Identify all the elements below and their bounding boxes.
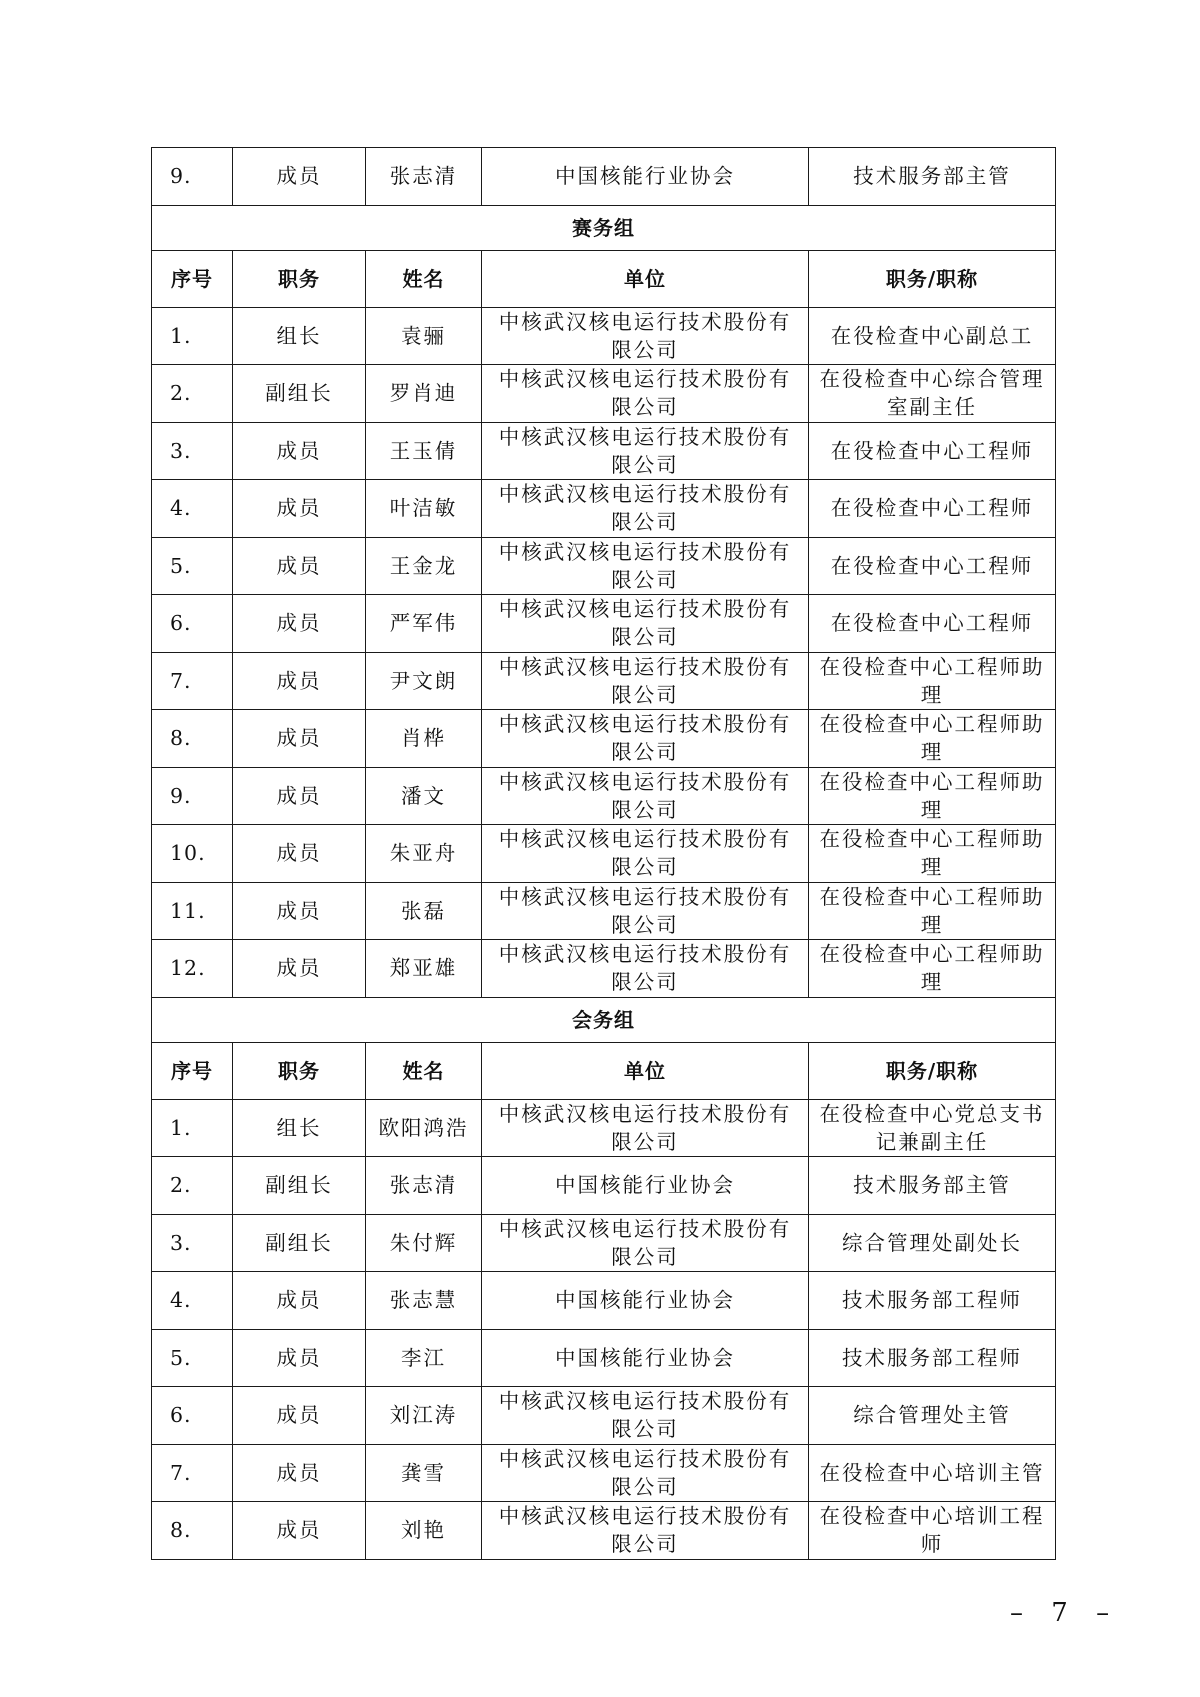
cell-title: 在役检查中心培训主管	[809, 1444, 1056, 1502]
column-header-row	[152, 1042, 1056, 1099]
column-header-no: 序号	[152, 1042, 233, 1099]
cell-role: 副组长	[233, 365, 366, 423]
cell-role: 组长	[233, 307, 366, 365]
column-header-no: 序号	[152, 250, 233, 307]
cell-name: 王金龙	[366, 537, 482, 595]
cell-role: 成员	[233, 1329, 366, 1387]
column-header-title: 职务/职称	[809, 250, 1056, 307]
cell-unit: 中核武汉核电运行技术股份有限公司	[482, 825, 809, 883]
cell-title: 在役检查中心工程师助理	[809, 940, 1056, 998]
cell-unit: 中核武汉核电运行技术股份有限公司	[482, 595, 809, 653]
table-row	[152, 1099, 1056, 1157]
table-row	[152, 1387, 1056, 1445]
group-section-row	[152, 997, 1056, 1042]
cell-name: 张志清	[366, 148, 482, 206]
cell-name: 袁骊	[366, 307, 482, 365]
cell-index: 6.	[152, 1387, 233, 1445]
table-row	[152, 1214, 1056, 1272]
cell-unit: 中核武汉核电运行技术股份有限公司	[482, 1214, 809, 1272]
cell-title: 在役检查中心工程师助理	[809, 652, 1056, 710]
cell-index: 8.	[152, 1502, 233, 1560]
cell-index: 5.	[152, 1329, 233, 1387]
cell-unit: 中核武汉核电运行技术股份有限公司	[482, 480, 809, 538]
table-row	[152, 825, 1056, 883]
cell-name: 龚雪	[366, 1444, 482, 1502]
cell-name: 王玉倩	[366, 422, 482, 480]
page-number: – 7 –	[1010, 1598, 1120, 1628]
cell-title: 在役检查中心工程师	[809, 537, 1056, 595]
cell-role: 成员	[233, 825, 366, 883]
table-row	[152, 767, 1056, 825]
cell-unit: 中核武汉核电运行技术股份有限公司	[482, 767, 809, 825]
cell-index: 3.	[152, 422, 233, 480]
cell-unit: 中国核能行业协会	[482, 1329, 809, 1387]
cell-index: 8.	[152, 710, 233, 768]
table-row	[152, 652, 1056, 710]
cell-title: 在役检查中心副总工	[809, 307, 1056, 365]
cell-index: 3.	[152, 1214, 233, 1272]
table-row	[152, 1272, 1056, 1330]
table-row	[152, 940, 1056, 998]
cell-title: 技术服务部工程师	[809, 1329, 1056, 1387]
cell-name: 张磊	[366, 882, 482, 940]
column-header-role: 职务	[233, 250, 366, 307]
cell-role: 组长	[233, 1099, 366, 1157]
cell-name: 欧阳鸿浩	[366, 1099, 482, 1157]
cell-unit: 中核武汉核电运行技术股份有限公司	[482, 882, 809, 940]
cell-role: 成员	[233, 1387, 366, 1445]
cell-role: 副组长	[233, 1157, 366, 1215]
cell-unit: 中核武汉核电运行技术股份有限公司	[482, 365, 809, 423]
cell-name: 张志慧	[366, 1272, 482, 1330]
cell-index: 10.	[152, 825, 233, 883]
cell-index: 5.	[152, 537, 233, 595]
cell-title: 综合管理处主管	[809, 1387, 1056, 1445]
column-header-unit: 单位	[482, 250, 809, 307]
table-row	[152, 1502, 1056, 1560]
cell-unit: 中国核能行业协会	[482, 148, 809, 206]
cell-role: 成员	[233, 940, 366, 998]
column-header-role: 职务	[233, 1042, 366, 1099]
cell-index: 2.	[152, 1157, 233, 1215]
table-row	[152, 422, 1056, 480]
cell-title: 在役检查中心综合管理室副主任	[809, 365, 1056, 423]
cell-title: 在役检查中心工程师助理	[809, 710, 1056, 768]
table-row	[152, 882, 1056, 940]
cell-index: 1.	[152, 307, 233, 365]
table-row	[152, 1157, 1056, 1215]
cell-role: 成员	[233, 480, 366, 538]
cell-title: 在役检查中心工程师助理	[809, 825, 1056, 883]
cell-index: 4.	[152, 1272, 233, 1330]
cell-title: 在役检查中心工程师	[809, 595, 1056, 653]
column-header-name: 姓名	[366, 1042, 482, 1099]
cell-unit: 中核武汉核电运行技术股份有限公司	[482, 1444, 809, 1502]
cell-name: 朱付辉	[366, 1214, 482, 1272]
cell-title: 技术服务部主管	[809, 1157, 1056, 1215]
table-row	[152, 710, 1056, 768]
cell-unit: 中核武汉核电运行技术股份有限公司	[482, 537, 809, 595]
group-title: 会务组	[152, 997, 1056, 1042]
cell-title: 综合管理处副处长	[809, 1214, 1056, 1272]
cell-role: 成员	[233, 537, 366, 595]
cell-role: 成员	[233, 1502, 366, 1560]
cell-name: 罗肖迪	[366, 365, 482, 423]
cell-role: 成员	[233, 882, 366, 940]
cell-index: 12.	[152, 940, 233, 998]
cell-title: 在役检查中心培训工程师	[809, 1502, 1056, 1560]
cell-name: 潘文	[366, 767, 482, 825]
cell-unit: 中核武汉核电运行技术股份有限公司	[482, 1387, 809, 1445]
cell-index: 1.	[152, 1099, 233, 1157]
cell-title: 在役检查中心工程师助理	[809, 767, 1056, 825]
cell-unit: 中核武汉核电运行技术股份有限公司	[482, 1502, 809, 1560]
cell-name: 李江	[366, 1329, 482, 1387]
cell-index: 9.	[152, 148, 233, 206]
table-row	[152, 307, 1056, 365]
cell-role: 成员	[233, 595, 366, 653]
cell-index: 4.	[152, 480, 233, 538]
cell-name: 朱亚舟	[366, 825, 482, 883]
cell-index: 7.	[152, 652, 233, 710]
cell-unit: 中核武汉核电运行技术股份有限公司	[482, 307, 809, 365]
table-row	[152, 480, 1056, 538]
cell-name: 刘江涛	[366, 1387, 482, 1445]
table-row	[152, 595, 1056, 653]
cell-index: 11.	[152, 882, 233, 940]
staff-roster-table	[151, 147, 1056, 1560]
cell-role: 成员	[233, 767, 366, 825]
table-row	[152, 1329, 1056, 1387]
cell-title: 在役检查中心工程师	[809, 480, 1056, 538]
cell-title: 在役检查中心工程师助理	[809, 882, 1056, 940]
table-row	[152, 537, 1056, 595]
column-header-unit: 单位	[482, 1042, 809, 1099]
cell-index: 6.	[152, 595, 233, 653]
cell-role: 成员	[233, 1444, 366, 1502]
cell-name: 肖桦	[366, 710, 482, 768]
roster-body	[152, 148, 1056, 1560]
group-title: 赛务组	[152, 205, 1056, 250]
cell-unit: 中国核能行业协会	[482, 1157, 809, 1215]
cell-index: 7.	[152, 1444, 233, 1502]
cell-index: 2.	[152, 365, 233, 423]
cell-name: 郑亚雄	[366, 940, 482, 998]
cell-name: 尹文朗	[366, 652, 482, 710]
cell-role: 成员	[233, 710, 366, 768]
cell-unit: 中核武汉核电运行技术股份有限公司	[482, 710, 809, 768]
table-row	[152, 148, 1056, 206]
cell-name: 刘艳	[366, 1502, 482, 1560]
cell-title: 技术服务部主管	[809, 148, 1056, 206]
column-header-name: 姓名	[366, 250, 482, 307]
group-section-row	[152, 205, 1056, 250]
table-row	[152, 1444, 1056, 1502]
table-row	[152, 365, 1056, 423]
cell-unit: 中核武汉核电运行技术股份有限公司	[482, 940, 809, 998]
cell-role: 成员	[233, 652, 366, 710]
cell-role: 成员	[233, 422, 366, 480]
cell-unit: 中国核能行业协会	[482, 1272, 809, 1330]
cell-title: 在役检查中心工程师	[809, 422, 1056, 480]
cell-role: 成员	[233, 148, 366, 206]
cell-index: 9.	[152, 767, 233, 825]
cell-title: 在役检查中心党总支书记兼副主任	[809, 1099, 1056, 1157]
cell-role: 副组长	[233, 1214, 366, 1272]
cell-name: 张志清	[366, 1157, 482, 1215]
cell-unit: 中核武汉核电运行技术股份有限公司	[482, 1099, 809, 1157]
cell-unit: 中核武汉核电运行技术股份有限公司	[482, 652, 809, 710]
cell-unit: 中核武汉核电运行技术股份有限公司	[482, 422, 809, 480]
cell-name: 叶洁敏	[366, 480, 482, 538]
cell-name: 严军伟	[366, 595, 482, 653]
cell-role: 成员	[233, 1272, 366, 1330]
column-header-row	[152, 250, 1056, 307]
column-header-title: 职务/职称	[809, 1042, 1056, 1099]
cell-title: 技术服务部工程师	[809, 1272, 1056, 1330]
